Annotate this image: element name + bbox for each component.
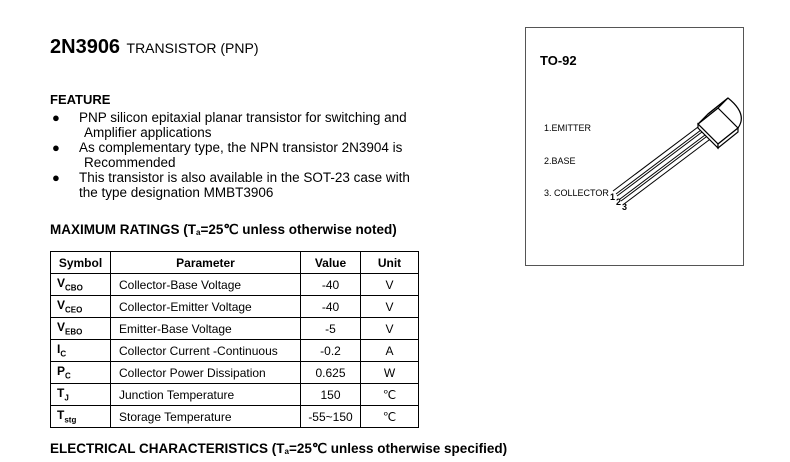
value-cell: -5	[301, 318, 361, 340]
value-cell: -40	[301, 274, 361, 296]
table-row	[51, 362, 419, 384]
table-row	[51, 406, 419, 428]
heading-text: ELECTRICAL CHARACTERISTICS (T	[50, 441, 285, 456]
pin-number-2: 2	[616, 197, 622, 207]
table-row	[51, 296, 419, 318]
package-title: TO-92	[540, 53, 577, 68]
feature-line: As complementary type, the NPN transistor 2N3904 is	[79, 140, 403, 155]
symbol-cell: $V_{EBO}$	[51, 318, 111, 340]
unit-cell: ℃	[361, 384, 419, 406]
feature-line: the type designation MMBT3906	[79, 185, 274, 200]
feature-line: This transistor is also available in the SOT-23 case with	[79, 170, 410, 185]
column-header-symbol: Symbol	[51, 252, 111, 274]
heading-text: MAXIMUM RATINGS (T	[50, 222, 196, 237]
parameter-cell: Storage Temperature	[111, 406, 301, 428]
heading-subscript: a	[195, 228, 201, 237]
symbol-cell: $T_J$	[51, 384, 111, 406]
electrical-characteristics-heading	[50, 441, 507, 457]
table-row	[51, 340, 419, 362]
max-ratings-heading	[50, 222, 397, 238]
symbol-cell: $T_{stg}$	[51, 406, 111, 428]
column-header-value: Value	[301, 252, 361, 274]
max-ratings-table	[50, 251, 419, 428]
document-title	[50, 36, 259, 59]
unit-cell: V	[361, 318, 419, 340]
unit-cell: V	[361, 274, 419, 296]
feature-item	[50, 110, 470, 140]
table-row	[51, 384, 419, 406]
column-header-unit: Unit	[361, 252, 419, 274]
pin-label-collector: 3. COLLECTOR	[544, 188, 609, 198]
feature-line: Amplifier applications	[84, 125, 212, 140]
value-cell: 0.625	[301, 362, 361, 384]
value-cell: -40	[301, 296, 361, 318]
to92-package-icon	[526, 28, 743, 265]
pin-label-base: 2.BASE	[544, 156, 576, 166]
unit-cell: V	[361, 296, 419, 318]
symbol-cell: $P_C$	[51, 362, 111, 384]
pin-number-1: 1	[610, 192, 616, 202]
bullet-icon: ●	[52, 110, 60, 125]
feature-line: PNP silicon epitaxial planar transistor for switching and	[79, 110, 407, 125]
column-header-parameter: Parameter	[111, 252, 301, 274]
symbol-cell: $I_C$	[51, 340, 111, 362]
value-cell: -55~150	[301, 406, 361, 428]
parameter-cell: Junction Temperature	[111, 384, 301, 406]
value-cell: -0.2	[301, 340, 361, 362]
value-cell: 150	[301, 384, 361, 406]
feature-item	[50, 170, 470, 200]
bullet-icon: ●	[52, 170, 60, 185]
part-number: 2N3906	[50, 36, 121, 58]
heading-text: =25℃ unless otherwise specified)	[288, 441, 508, 456]
feature-heading: FEATURE	[50, 92, 111, 107]
feature-list	[50, 110, 470, 200]
parameter-cell: Collector Power Dissipation	[111, 362, 301, 384]
bullet-icon: ●	[52, 140, 60, 155]
table-row	[51, 318, 419, 340]
symbol-cell: $V_{CBO}$	[51, 274, 111, 296]
parameter-cell: Collector-Base Voltage	[111, 274, 301, 296]
heading-subscript: a	[284, 447, 289, 456]
package-diagram-box	[525, 27, 744, 266]
pin-label-emitter: 1.EMITTER	[544, 123, 592, 133]
parameter-cell: Emitter-Base Voltage	[111, 318, 301, 340]
unit-cell: W	[361, 362, 419, 384]
part-description: TRANSISTOR (PNP)	[126, 40, 259, 56]
feature-item	[50, 140, 470, 170]
table-row	[51, 274, 419, 296]
feature-line: Recommended	[84, 155, 176, 170]
heading-text: =25℃ unless otherwise noted)	[200, 222, 397, 237]
unit-cell: A	[361, 340, 419, 362]
symbol-cell: $V_{CEO}$	[51, 296, 111, 318]
table-header-row	[51, 252, 419, 274]
parameter-cell: Collector-Emitter Voltage	[111, 296, 301, 318]
unit-cell: ℃	[361, 406, 419, 428]
parameter-cell: Collector Current -Continuous	[111, 340, 301, 362]
pin-number-3: 3	[622, 202, 628, 212]
